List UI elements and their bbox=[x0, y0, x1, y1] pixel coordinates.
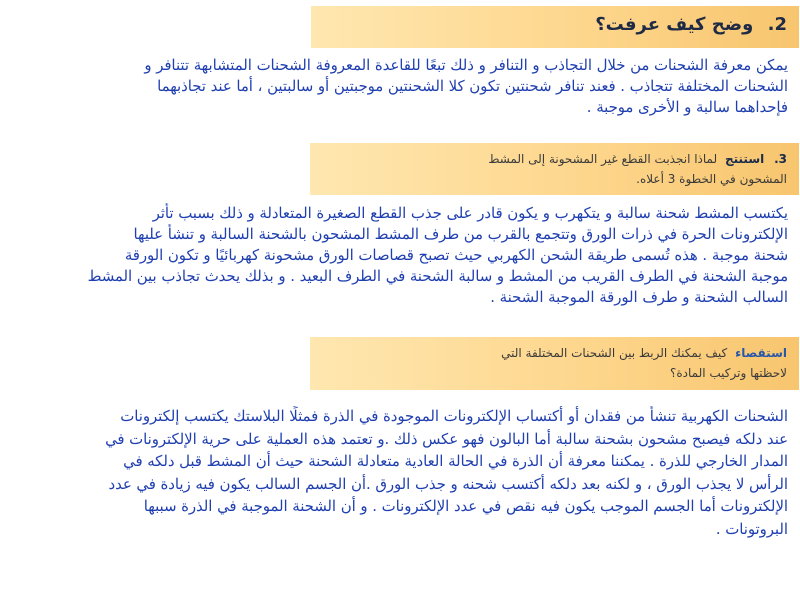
paragraph-line: الشحنات الكهربية تنشأ من فقدان أو أكتساب الإلكترونات الموجودة في الذرة فمثلًا البلاستك يكتسب إلكترونات bbox=[120, 408, 788, 425]
section-3-banner bbox=[310, 143, 799, 195]
paragraph-line: المدار الخارجي للذرة . يمكننا معرفة أن الذرة في الحالة العادية متعادلة الشحنة حيث أن المشط قبل دلكه في bbox=[123, 453, 788, 470]
paragraph-line: عند دلكه فيصبح مشحون بشحنة سالبة أما البالون فهو عكس ذلك .و تعتمد هذه العملية على حرية الإلكترونات في bbox=[105, 430, 788, 448]
section-3-question-text-2: المشحون في الخطوة 3 أعلاه. bbox=[636, 172, 787, 186]
paragraph-line: موجبة الشحنة في الطرف القريب من المشط و سالبة الشحنة في الطرف البعيد . و بذلك يحدث تجاذب بين المشط bbox=[87, 268, 788, 285]
section-3-question-text-1: لماذا انجذبت القطع غير المشحونة إلى المشط bbox=[488, 152, 718, 166]
section-2-title: وضح كيف عرفت؟ bbox=[595, 14, 754, 35]
paragraph-line: الشحنات المختلفة تتجاذب . فعند تنافر شحنتين تكون كلا الشحنتين موجبتين أو سالبتين ، أما عند تجاذبهما bbox=[157, 78, 788, 95]
section-3-question bbox=[320, 149, 787, 189]
section-3-line-1 bbox=[320, 149, 787, 169]
answer-paragraph-2 bbox=[16, 203, 788, 308]
section-3-keyword: استنتج bbox=[724, 152, 765, 166]
section-2-heading bbox=[595, 14, 787, 35]
investigate-keyword: استقصاء bbox=[735, 346, 787, 360]
answer-paragraph-1 bbox=[16, 55, 788, 118]
section-2-number: 2. bbox=[767, 14, 787, 35]
paragraph-line: الرأس لا يجذب الورق ، و لكنه بعد دلكه أكتسب شحنه و جذب الورق .أن الجسم السالب يكون فيه زيادة في عدد bbox=[108, 475, 788, 493]
paragraph-line: السالب الشحنة و طرف الورقة الموجبة الشحنة . bbox=[490, 289, 788, 306]
paragraph-line: يمكن معرفة الشحنات من خلال التجاذب و التنافر و ذلك تبعًا للقاعدة المعروفة الشحنات المتشابهة تتنافر و bbox=[144, 57, 788, 74]
investigate-question-text-1: كيف يمكنك الربط بين الشحنات المختلفة التي bbox=[501, 346, 728, 360]
answer-paragraph-3 bbox=[16, 406, 788, 541]
section-3-number: 3. bbox=[774, 152, 787, 166]
paragraph-line: شحنة موجبة . هذه تُسمى طريقة الشحن الكهربي حيث تصبح قصاصات الورق مشحونة كهربائيًا و تكون الورقة bbox=[124, 247, 788, 264]
investigate-question bbox=[320, 343, 787, 383]
paragraph-line: البروتونات . bbox=[715, 520, 788, 538]
section-2-banner bbox=[311, 6, 799, 48]
investigate-line-1 bbox=[320, 343, 787, 363]
investigate-question-text-2: لاحظتها وتركيب المادة؟ bbox=[670, 366, 787, 380]
paragraph-line: يكتسب المشط شحنة سالبة و يتكهرب و يكون قادر على جذب القطع الصغيرة المتعادلة و ذلك بسبب تأثر bbox=[152, 205, 788, 222]
paragraph-line: الإلكترونات الحرة في ذرات الورق وتتجمع بالقرب من طرف المشط المشحون بالشحنة السالبة و تنشأ عليها bbox=[133, 226, 788, 243]
paragraph-line: الإلكترونات أما الجسم الموجب يكون فيه نقص في عدد الإلكترونات . و أن الشحنة الموجبة في الذرة سببها bbox=[143, 498, 788, 515]
investigate-banner bbox=[310, 337, 799, 390]
paragraph-line: فإحداهما سالبة و الأخرى موجبة . bbox=[586, 99, 788, 116]
